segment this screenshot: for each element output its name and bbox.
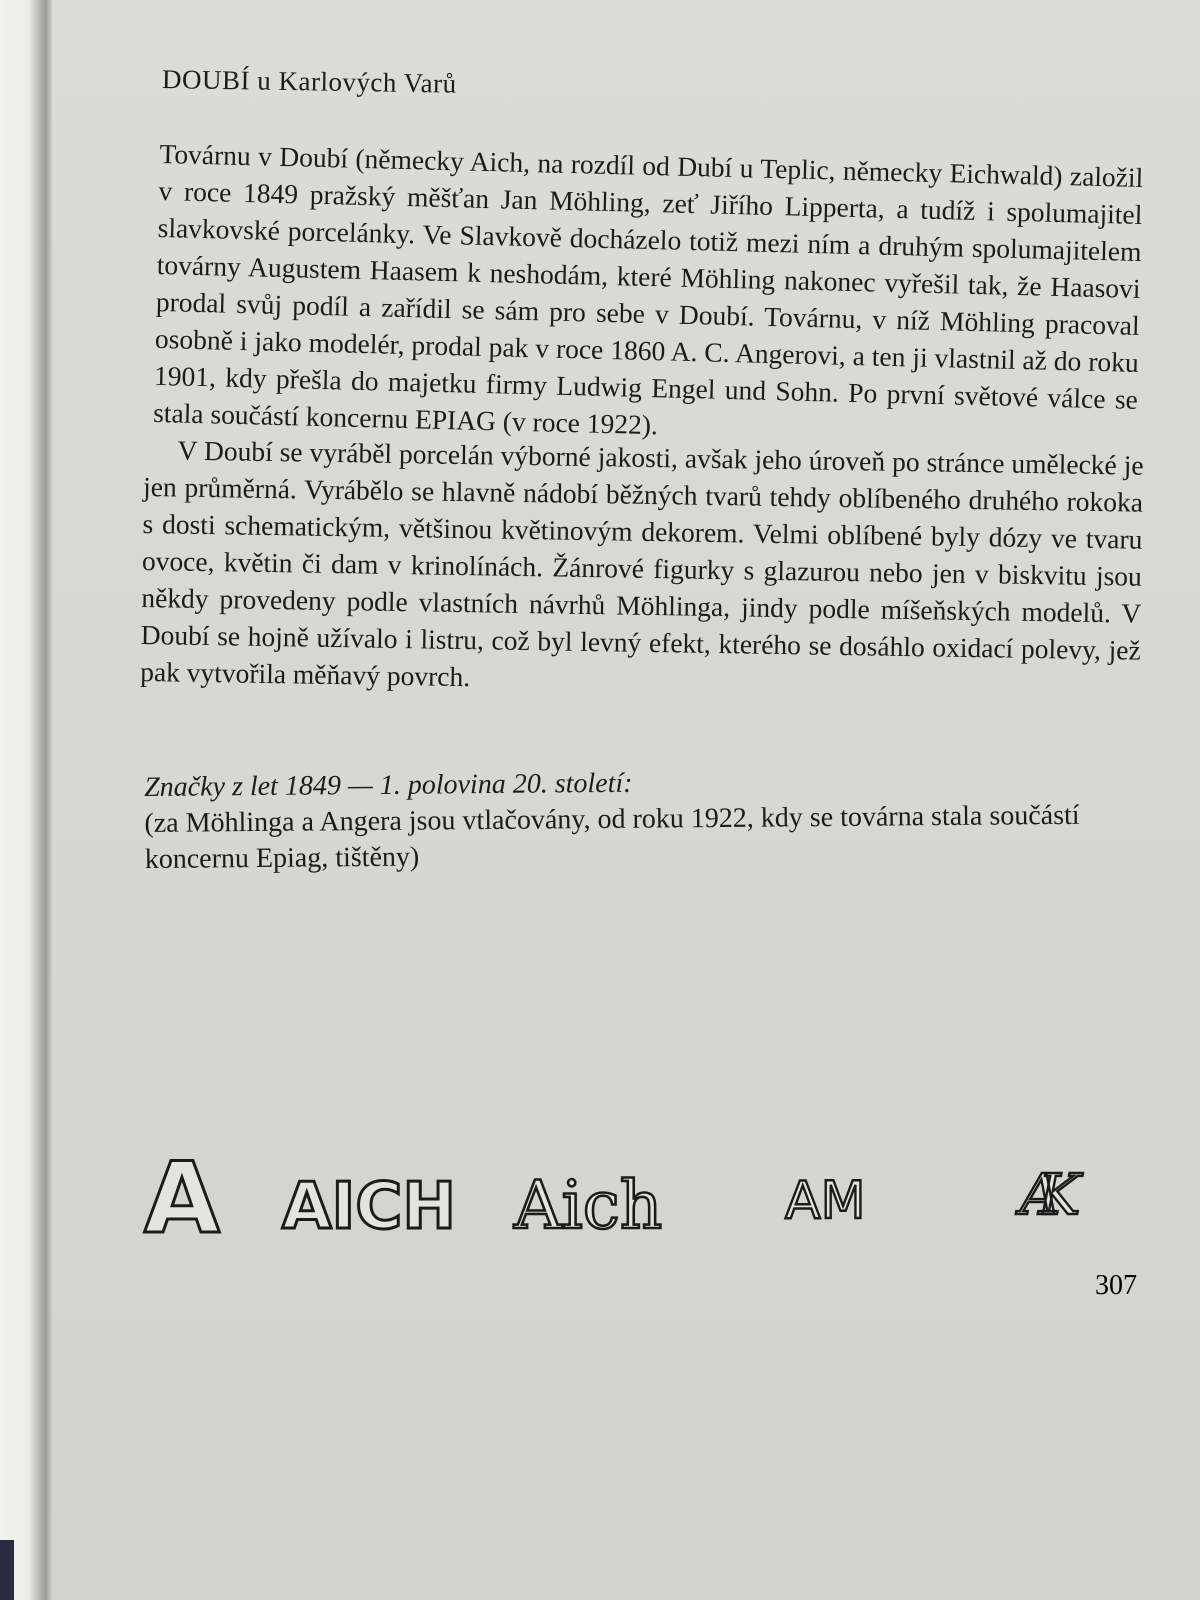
- mark-ak-monogram: AK: [1020, 1163, 1059, 1228]
- marks-caption-note: (za Möhlinga a Angera jsou vtlačovány, od roku 1922, kdy se továrna stala součástí koncernu Epiag, tištěny): [144, 799, 1080, 875]
- book-page: [52, 0, 1200, 1600]
- mark-am: AM: [785, 1171, 866, 1231]
- paragraph-history: Továrnu v Doubí (německy Aich, na rozdíl od Dubí u Teplic, německy Eichwald) založil v roce 1849 pražský měšťan Jan Möhling, zeť Jiřího Lipperta, a tudíž i spolumajitel slavkovské porcelánky. Ve Slavkově docházelo totiž mezi ním a druhým spolumajitelem továrny Augustem Haasem k neshodám, které Möhling nakonec vyřešil tak, že Haasovi prodal svůj podíl a zařídil se sám pro sebe v Doubí. Továrnu, v níž Möhling pracoval osobně i jako modelér, prodal pak v roce 1860 A. C. Angerovi, a ten ji vlastnil až do roku 1901, kdy přešla do majetku firmy Ludwig Engel und Sohn. Po první světové válce se stala součástí koncernu EPIAG (v roce 1922).: [152, 137, 1144, 441]
- paragraph-production: V Doubí se vyráběl porcelán výborné jakosti, avšak jeho úroveň po stránce umělecké je jen průměrná. Vyrábělo se hlavně nádobí běžných tvarů tehdy oblíbeného druhého rokoka s dosti schematickým, většinou květinovým dekorem. Velmi oblíbené byly dózy ve tvaru ovoce, květin či dam v krinolínách. Žánrové figurky s glazurou nebo jen v biskvitu jsou někdy provedeny podle vlastních návrhů Möhlinga, jindy podle míšeňských modelů. V Doubí se hojně užívalo i listru, což byl levný efekt, kterého se dosáhlo oxidací polevy, jež pak vytvořila měňavý povrch.: [139, 434, 1144, 693]
- mark-aich: Aich: [514, 1167, 663, 1244]
- marks-caption: [144, 761, 1145, 878]
- page-number: 307: [1095, 1270, 1137, 1301]
- mark-aich-caps: AICH: [282, 1170, 456, 1244]
- page-content: [139, 64, 1144, 878]
- facing-page-edge: [0, 0, 52, 1600]
- mark-a: A: [144, 1142, 220, 1250]
- marks-caption-title: Značky z let 1849 — 1. polovina 20. století:: [144, 767, 633, 803]
- porcelain-marks: [142, 1140, 1142, 1250]
- section-heading: DOUBÍ u Karlových Varů: [161, 64, 457, 99]
